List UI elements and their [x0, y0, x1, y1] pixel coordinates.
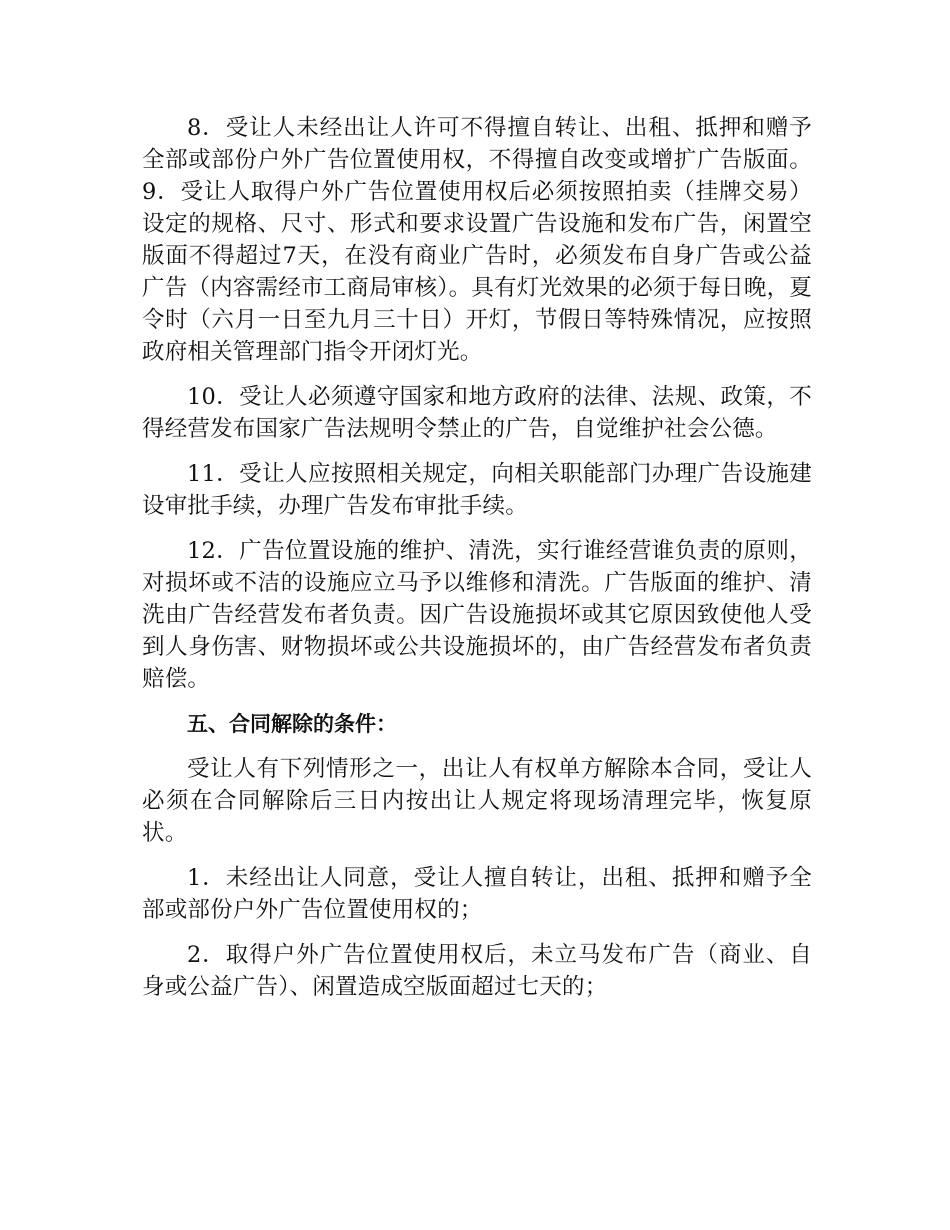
paragraph-clause-12: 12．广告位置设施的维护、清洗，实行谁经营谁负责的原则，对损坏或不洁的设施应立马予以维修和清洗。广告版面的维护、清洗由广告经营发布者负责。因广告设施损坏或其它原因致使他人受到人身伤害、财物损坏或公共设施损坏的，由广告经营发布者负责赔偿。	[142, 538, 812, 692]
paragraph-clause-8-9: 8．受让人未经出让人许可不得擅自转让、出租、抵押和赠予全部或部份户外广告位置使用权，不得擅自改变或增扩广告版面。9．受让人取得户外广告位置使用权后必须按照拍卖（挂牌交易）设定的规格、尺寸、形式和要求设置广告设施和发布广告，闲置空版面不得超过7天，在没有商业广告时，必须发布自身广告或公益广告（内容需经市工商局审核）。具有灯光效果的必须于每日晚，夏令时（六月一日至九月三十日）开灯，节假日等特殊情况，应按照政府相关管理部门指令开闭灯光。	[142, 115, 812, 365]
paragraph-termination-intro: 受让人有下列情形之一，出让人有权单方解除本合同，受让人必须在合同解除后三日内按出让人规定将现场清理完毕，恢复原状。	[142, 756, 812, 846]
document-body	[142, 112, 812, 1016]
paragraph-clause-11: 11．受让人应按照相关规定，向相关职能部门办理广告设施建设审批手续，办理广告发布审批手续。	[142, 461, 812, 519]
paragraph-termination-item-2: 2．取得户外广告位置使用权后，未立马发布广告（商业、自身或公益广告）、闲置造成空版面超过七天的；	[142, 942, 812, 1000]
section-heading-termination: 五、合同解除的条件：	[187, 712, 397, 736]
paragraph-clause-10: 10．受让人必须遵守国家和地方政府的法律、法规、政策，不得经营发布国家广告法规明令禁止的广告，自觉维护社会公德。	[142, 384, 812, 442]
paragraph-termination-item-1: 1．未经出让人同意，受让人擅自转让，出租、抵押和赠予全部或部份户外广告位置使用权的；	[142, 865, 812, 923]
